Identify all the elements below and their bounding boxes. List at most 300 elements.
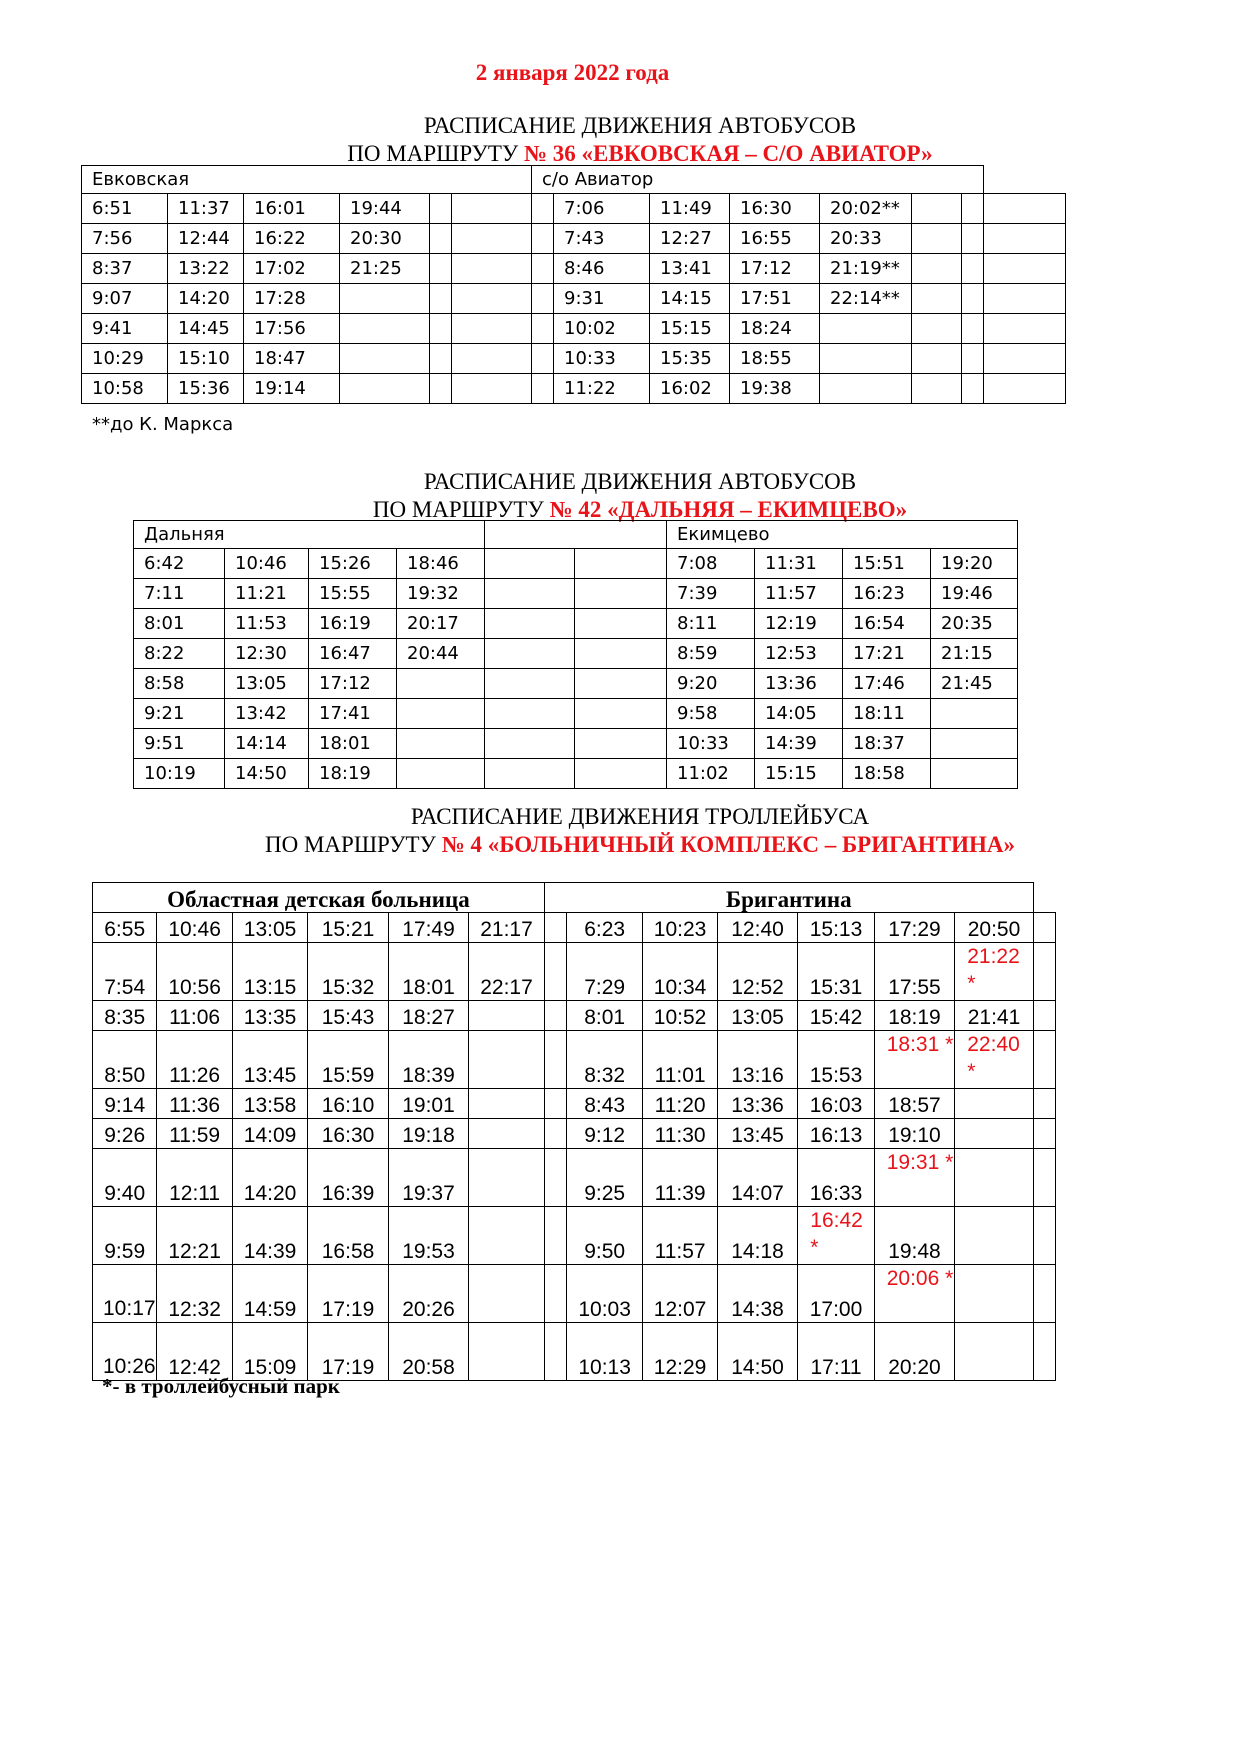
route36-title <box>0 112 1239 168</box>
time-cell: 12:30 <box>225 639 309 669</box>
time-cell <box>452 344 532 374</box>
time-cell: 6:42 <box>134 549 225 579</box>
time-cell <box>544 1149 566 1207</box>
time-cell <box>485 759 575 789</box>
time-cell: 11:02 <box>667 759 755 789</box>
time-cell <box>485 699 575 729</box>
time-cell: 9:26 <box>93 1119 157 1149</box>
time-cell: 14:59 <box>232 1265 307 1323</box>
route4-footnote: *- в троллейбусный парк <box>102 1374 340 1398</box>
time-cell: 10:03 <box>566 1265 642 1323</box>
time-cell: 6:51 <box>82 194 168 224</box>
time-cell: 11:59 <box>157 1119 232 1149</box>
time-cell <box>430 344 452 374</box>
time-cell <box>984 284 1066 314</box>
time-cell <box>912 224 962 254</box>
time-cell: 21:25 <box>340 254 430 284</box>
time-cell <box>469 1149 545 1207</box>
time-cell <box>955 1149 1034 1207</box>
time-cell: 14:45 <box>168 314 244 344</box>
time-cell <box>820 344 912 374</box>
time-cell: 18:11 <box>843 699 931 729</box>
time-cell <box>430 224 452 254</box>
time-cell: 17:55 <box>874 943 954 1001</box>
time-cell: 9:41 <box>82 314 168 344</box>
time-cell: 13:05 <box>232 913 307 943</box>
route42-left-header: Дальняя <box>134 521 485 549</box>
time-cell <box>544 1265 566 1323</box>
time-cell <box>485 639 575 669</box>
time-cell: 9:50 <box>566 1207 642 1265</box>
time-cell: 15:53 <box>798 1031 874 1089</box>
time-cell: 7:43 <box>554 224 650 254</box>
time-cell: 11:53 <box>225 609 309 639</box>
time-cell: 17:28 <box>244 284 340 314</box>
time-cell: 8:50 <box>93 1031 157 1089</box>
time-cell: 19:18 <box>388 1119 468 1149</box>
time-cell: 17:11 <box>798 1323 874 1381</box>
time-cell: 9:51 <box>134 729 225 759</box>
route4-table <box>92 882 1056 1381</box>
route4-title-line2: ПО МАРШРУТУ № 4 «БОЛЬНИЧНЫЙ КОМПЛЕКС – БРИГАНТИНА» <box>265 832 1015 857</box>
time-cell <box>397 729 485 759</box>
time-cell: 9:14 <box>93 1089 157 1119</box>
time-cell: 9:40 <box>93 1149 157 1207</box>
time-cell: 13:35 <box>232 1001 307 1031</box>
time-cell: 7:11 <box>134 579 225 609</box>
time-cell: 12:32 <box>157 1265 232 1323</box>
table-row <box>82 224 1066 254</box>
route4-left-header: Областная детская больница <box>93 883 545 913</box>
schedule-date: 2 января 2022 года <box>475 60 670 85</box>
time-cell <box>984 194 1066 224</box>
time-cell <box>397 699 485 729</box>
route36-footnote: **до К. Маркса <box>92 414 234 435</box>
time-cell <box>452 194 532 224</box>
time-cell: 9:20 <box>667 669 755 699</box>
time-cell: 19:14 <box>244 374 340 404</box>
time-cell: 22:14** <box>820 284 912 314</box>
route36-left-header: Евковская <box>82 166 532 194</box>
time-cell: 14:18 <box>717 1207 797 1265</box>
time-cell: 17:49 <box>388 913 468 943</box>
time-cell <box>469 1207 545 1265</box>
table-row <box>93 1265 1056 1323</box>
time-cell: 9:59 <box>93 1207 157 1265</box>
time-cell: 13:22 <box>168 254 244 284</box>
time-cell: 17:00 <box>798 1265 874 1323</box>
time-cell: 21:22 * <box>955 943 1034 1001</box>
time-cell: 9:12 <box>566 1119 642 1149</box>
table-row <box>134 609 1018 639</box>
time-cell: 18:01 <box>388 943 468 1001</box>
time-cell: 15:15 <box>755 759 843 789</box>
time-cell: 12:11 <box>157 1149 232 1207</box>
time-cell: 19:37 <box>388 1149 468 1207</box>
time-cell: 16:47 <box>309 639 397 669</box>
table-row <box>93 1207 1056 1265</box>
time-cell: 11:57 <box>643 1207 717 1265</box>
time-cell <box>544 913 566 943</box>
time-cell <box>340 284 430 314</box>
time-cell: 10:17 <box>93 1265 157 1323</box>
time-cell: 10:58 <box>82 374 168 404</box>
time-cell <box>532 254 554 284</box>
time-cell <box>469 1119 545 1149</box>
time-cell <box>955 1265 1034 1323</box>
time-cell: 10:33 <box>554 344 650 374</box>
time-cell: 19:10 <box>874 1119 954 1149</box>
table-row <box>93 1031 1056 1089</box>
route42-right-header: Екимцево <box>667 521 1018 549</box>
time-cell: 16:03 <box>798 1089 874 1119</box>
time-cell <box>544 1089 566 1119</box>
time-cell: 20:50 <box>955 913 1034 943</box>
time-cell: 13:45 <box>232 1031 307 1089</box>
time-cell: 16:30 <box>308 1119 388 1149</box>
time-cell <box>955 1119 1034 1149</box>
time-cell: 13:05 <box>225 669 309 699</box>
time-cell: 20:17 <box>397 609 485 639</box>
time-cell: 20:02** <box>820 194 912 224</box>
time-cell <box>544 1323 566 1381</box>
time-cell <box>430 194 452 224</box>
time-cell: 8:32 <box>566 1031 642 1089</box>
time-cell: 8:01 <box>134 609 225 639</box>
time-cell <box>820 314 912 344</box>
time-cell <box>452 314 532 344</box>
table-row <box>134 759 1018 789</box>
table-row <box>93 1089 1056 1119</box>
time-cell <box>397 759 485 789</box>
table-row <box>93 943 1056 1001</box>
time-cell: 18:19 <box>874 1001 954 1031</box>
time-cell: 14:14 <box>225 729 309 759</box>
time-cell <box>931 729 1018 759</box>
time-cell: 14:20 <box>232 1149 307 1207</box>
time-cell <box>532 344 554 374</box>
route36-table <box>81 165 1066 404</box>
time-cell: 11:20 <box>643 1089 717 1119</box>
time-cell: 12:19 <box>755 609 843 639</box>
time-cell: 16:55 <box>730 224 820 254</box>
time-cell: 7:06 <box>554 194 650 224</box>
table-row <box>82 254 1066 284</box>
time-cell <box>532 314 554 344</box>
time-cell <box>452 374 532 404</box>
time-cell <box>532 284 554 314</box>
time-cell: 11:30 <box>643 1119 717 1149</box>
time-cell: 16:02 <box>650 374 730 404</box>
time-cell: 16:22 <box>244 224 340 254</box>
time-cell: 15:36 <box>168 374 244 404</box>
time-cell <box>485 549 575 579</box>
time-cell: 16:30 <box>730 194 820 224</box>
time-cell: 14:20 <box>168 284 244 314</box>
time-cell: 16:39 <box>308 1149 388 1207</box>
time-cell: 8:43 <box>566 1089 642 1119</box>
time-cell <box>452 284 532 314</box>
table-row <box>134 579 1018 609</box>
time-cell <box>575 669 667 699</box>
route42-name: № 42 «ДАЛЬНЯЯ – ЕКИМЦЕВО» <box>549 497 908 522</box>
time-cell: 11:49 <box>650 194 730 224</box>
time-cell <box>532 194 554 224</box>
time-cell: 15:13 <box>798 913 874 943</box>
time-cell: 18:01 <box>309 729 397 759</box>
time-cell: 14:09 <box>232 1119 307 1149</box>
time-cell <box>532 374 554 404</box>
time-cell: 15:35 <box>650 344 730 374</box>
time-cell: 22:17 <box>469 943 545 1001</box>
time-cell <box>544 1031 566 1089</box>
time-cell: 10:46 <box>157 913 232 943</box>
time-cell: 21:19** <box>820 254 912 284</box>
time-cell <box>544 1207 566 1265</box>
time-cell: 8:58 <box>134 669 225 699</box>
table-row <box>134 669 1018 699</box>
time-cell: 15:43 <box>308 1001 388 1031</box>
time-cell <box>469 1323 545 1381</box>
time-cell: 16:54 <box>843 609 931 639</box>
table-row <box>134 549 1018 579</box>
time-cell <box>544 1119 566 1149</box>
time-cell <box>397 669 485 699</box>
table-row <box>93 1323 1056 1381</box>
time-cell: 15:15 <box>650 314 730 344</box>
table-row <box>93 1001 1056 1031</box>
time-cell <box>575 609 667 639</box>
time-cell <box>485 729 575 759</box>
time-cell: 21:15 <box>931 639 1018 669</box>
table-row <box>82 194 1066 224</box>
time-cell: 15:59 <box>308 1031 388 1089</box>
time-cell: 19:46 <box>931 579 1018 609</box>
time-cell <box>544 1001 566 1031</box>
time-cell: 8:11 <box>667 609 755 639</box>
time-cell <box>575 639 667 669</box>
time-cell: 7:08 <box>667 549 755 579</box>
time-cell <box>430 254 452 284</box>
time-cell <box>962 284 984 314</box>
time-cell: 12:44 <box>168 224 244 254</box>
time-cell: 18:27 <box>388 1001 468 1031</box>
time-cell <box>931 759 1018 789</box>
time-cell: 19:44 <box>340 194 430 224</box>
time-cell <box>532 224 554 254</box>
time-cell: 15:26 <box>309 549 397 579</box>
time-cell <box>469 1031 545 1089</box>
route36-right-header: с/о Авиатор <box>532 166 984 194</box>
time-cell: 12:29 <box>643 1323 717 1381</box>
time-cell: 22:40 * <box>955 1031 1034 1089</box>
time-cell <box>485 609 575 639</box>
time-cell: 10:26 <box>93 1323 157 1381</box>
time-cell: 15:32 <box>308 943 388 1001</box>
time-cell <box>452 224 532 254</box>
time-cell: 17:41 <box>309 699 397 729</box>
time-cell: 14:07 <box>717 1149 797 1207</box>
time-cell: 6:55 <box>93 913 157 943</box>
time-cell: 16:01 <box>244 194 340 224</box>
time-cell <box>962 254 984 284</box>
time-cell: 16:58 <box>308 1207 388 1265</box>
time-cell: 16:13 <box>798 1119 874 1149</box>
time-cell <box>575 579 667 609</box>
time-cell: 17:12 <box>309 669 397 699</box>
time-cell: 10:52 <box>643 1001 717 1031</box>
time-cell: 18:47 <box>244 344 340 374</box>
time-cell: 19:38 <box>730 374 820 404</box>
time-cell: 11:22 <box>554 374 650 404</box>
time-cell: 13:36 <box>717 1089 797 1119</box>
time-cell: 17:51 <box>730 284 820 314</box>
time-cell: 17:19 <box>308 1265 388 1323</box>
time-cell: 14:15 <box>650 284 730 314</box>
time-cell: 20:20 <box>874 1323 954 1381</box>
time-cell <box>912 284 962 314</box>
time-cell <box>962 224 984 254</box>
table-row <box>93 913 1056 943</box>
time-cell: 13:36 <box>755 669 843 699</box>
time-cell: 9:07 <box>82 284 168 314</box>
time-cell <box>430 374 452 404</box>
time-cell: 19:01 <box>388 1089 468 1119</box>
time-cell: 8:22 <box>134 639 225 669</box>
time-cell: 18:37 <box>843 729 931 759</box>
time-cell <box>575 549 667 579</box>
time-cell: 9:25 <box>566 1149 642 1207</box>
time-cell: 17:21 <box>843 639 931 669</box>
table-row <box>93 1149 1056 1207</box>
time-cell <box>955 1089 1034 1119</box>
time-cell: 18:31 * <box>874 1031 954 1089</box>
time-cell <box>575 729 667 759</box>
time-cell <box>984 374 1066 404</box>
time-cell <box>912 374 962 404</box>
time-cell: 15:09 <box>232 1323 307 1381</box>
time-cell: 11:21 <box>225 579 309 609</box>
time-cell: 8:01 <box>566 1001 642 1031</box>
time-cell <box>984 314 1066 344</box>
time-cell: 7:29 <box>566 943 642 1001</box>
time-cell <box>485 579 575 609</box>
time-cell: 14:05 <box>755 699 843 729</box>
time-cell: 16:33 <box>798 1149 874 1207</box>
table-row <box>82 314 1066 344</box>
time-cell: 12:53 <box>755 639 843 669</box>
time-cell: 16:10 <box>308 1089 388 1119</box>
table-row <box>134 729 1018 759</box>
time-cell <box>340 314 430 344</box>
time-cell: 12:07 <box>643 1265 717 1323</box>
route36-name: № 36 «ЕВКОВСКАЯ – С/О АВИАТОР» <box>523 141 933 166</box>
time-cell: 20:35 <box>931 609 1018 639</box>
time-cell: 11:06 <box>157 1001 232 1031</box>
time-cell: 17:46 <box>843 669 931 699</box>
time-cell: 7:56 <box>82 224 168 254</box>
time-cell <box>820 374 912 404</box>
time-cell: 17:12 <box>730 254 820 284</box>
time-cell: 18:24 <box>730 314 820 344</box>
time-cell: 11:57 <box>755 579 843 609</box>
time-cell <box>962 374 984 404</box>
route42-title-line1: РАСПИСАНИЕ ДВИЖЕНИЯ АВТОБУСОВ <box>423 469 857 494</box>
time-cell <box>912 314 962 344</box>
table-row <box>134 639 1018 669</box>
time-cell <box>962 344 984 374</box>
time-cell: 20:58 <box>388 1323 468 1381</box>
time-cell: 8:46 <box>554 254 650 284</box>
time-cell: 12:21 <box>157 1207 232 1265</box>
time-cell: 18:57 <box>874 1089 954 1119</box>
time-cell: 14:50 <box>717 1323 797 1381</box>
time-cell: 9:21 <box>134 699 225 729</box>
time-cell: 17:02 <box>244 254 340 284</box>
time-cell: 15:51 <box>843 549 931 579</box>
route4-title <box>0 803 1239 859</box>
time-cell: 12:42 <box>157 1323 232 1381</box>
time-cell: 15:42 <box>798 1001 874 1031</box>
time-cell: 18:58 <box>843 759 931 789</box>
time-cell <box>984 224 1066 254</box>
time-cell: 13:16 <box>717 1031 797 1089</box>
time-cell: 11:36 <box>157 1089 232 1119</box>
time-cell: 19:31 * <box>874 1149 954 1207</box>
time-cell <box>955 1207 1034 1265</box>
time-cell <box>452 254 532 284</box>
time-cell: 18:39 <box>388 1031 468 1089</box>
time-cell: 12:40 <box>717 913 797 943</box>
time-cell: 10:29 <box>82 344 168 374</box>
time-cell <box>575 699 667 729</box>
time-cell <box>912 344 962 374</box>
time-cell: 7:54 <box>93 943 157 1001</box>
time-cell <box>984 344 1066 374</box>
route42-title-line2: ПО МАРШРУТУ № 42 «ДАЛЬНЯЯ – ЕКИМЦЕВО» <box>372 497 908 522</box>
time-cell: 10:56 <box>157 943 232 1001</box>
time-cell: 20:30 <box>340 224 430 254</box>
table-row <box>82 344 1066 374</box>
time-cell: 21:41 <box>955 1001 1034 1031</box>
time-cell <box>469 1001 545 1031</box>
time-cell: 11:26 <box>157 1031 232 1089</box>
time-cell <box>469 1265 545 1323</box>
time-cell: 8:37 <box>82 254 168 284</box>
time-cell: 20:26 <box>388 1265 468 1323</box>
time-cell <box>340 344 430 374</box>
time-cell <box>962 194 984 224</box>
table-row <box>82 284 1066 314</box>
time-cell: 21:17 <box>469 913 545 943</box>
time-cell: 11:37 <box>168 194 244 224</box>
time-cell: 10:46 <box>225 549 309 579</box>
time-cell: 15:21 <box>308 913 388 943</box>
time-cell: 18:55 <box>730 344 820 374</box>
time-cell: 13:15 <box>232 943 307 1001</box>
time-cell: 14:39 <box>755 729 843 759</box>
time-cell: 11:01 <box>643 1031 717 1089</box>
route4-name: № 4 «БОЛЬНИЧНЫЙ КОМПЛЕКС – БРИГАНТИНА» <box>441 832 1015 857</box>
route42-table <box>133 520 1018 789</box>
time-cell: 17:56 <box>244 314 340 344</box>
time-cell: 15:10 <box>168 344 244 374</box>
time-cell: 12:27 <box>650 224 730 254</box>
route4-right-header: Бригантина <box>544 883 1033 913</box>
time-cell: 16:23 <box>843 579 931 609</box>
time-cell <box>955 1323 1034 1381</box>
time-cell: 18:19 <box>309 759 397 789</box>
